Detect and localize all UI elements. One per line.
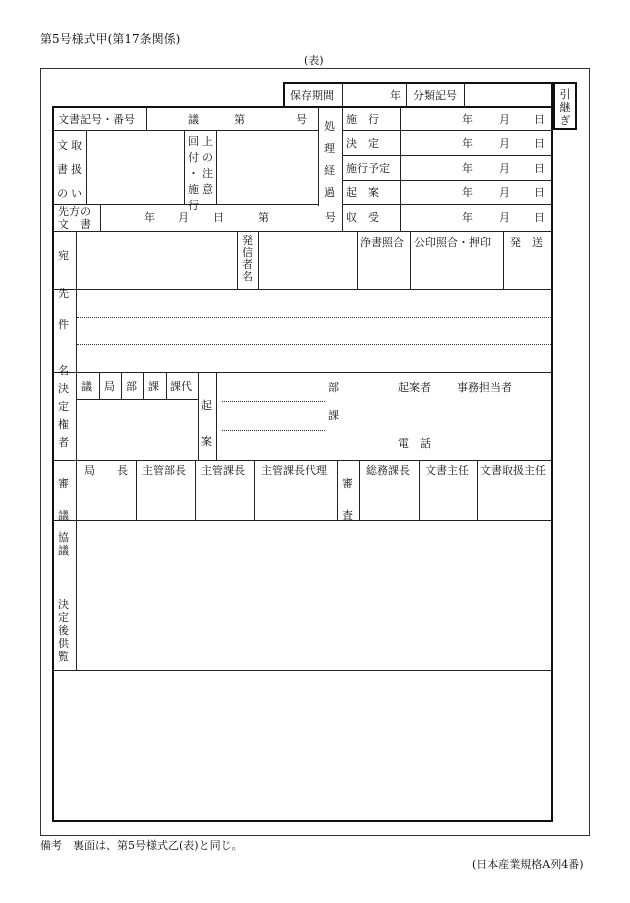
phone-label: 電 話 <box>398 437 431 450</box>
drafter-person-label: 起案者 <box>398 381 431 394</box>
review-col: 局 長 <box>84 464 128 477</box>
sender-label: 発 信 者 名 <box>242 234 253 283</box>
recipient-label: 宛 先 <box>58 249 69 300</box>
seal-check-label: 公印照合・押印 <box>414 236 491 249</box>
date-month: 月 <box>499 162 510 175</box>
date-year: 年 <box>462 162 473 175</box>
review-col: 主管課長代理 <box>261 464 327 477</box>
side-label: (表) <box>304 54 324 67</box>
form-title: 第5号様式甲(第17条関係) <box>40 32 181 46</box>
date-day: 日 <box>534 186 545 199</box>
position-label: 局 <box>104 380 115 393</box>
date-month: 月 <box>499 211 510 224</box>
position-label: 課 <box>148 380 159 393</box>
retention-unit: 年 <box>390 89 401 102</box>
review-col: 主管課長 <box>201 464 245 477</box>
dispatch-label: 発 送 <box>510 236 543 249</box>
dai-label: 第 <box>234 113 245 126</box>
gi-label: 議 <box>188 113 199 126</box>
circulation-col1: 回 付 ・ 施 行 <box>188 135 199 212</box>
gou-label: 号 <box>296 113 307 126</box>
review-col2: 総務課長 <box>366 464 410 477</box>
process-label: 処 理 経 過 <box>324 120 335 199</box>
drafter-label: 起 案 <box>201 399 212 448</box>
date-month: 月 <box>499 137 510 150</box>
cp-month: 月 <box>178 211 189 224</box>
inspect-label: 審 査 <box>342 477 353 522</box>
handling-label-col1: 文 書 の <box>57 139 68 200</box>
section-label: 課 <box>328 409 339 422</box>
cp-day: 日 <box>213 211 224 224</box>
date-year: 年 <box>462 211 473 224</box>
circulation-col2: 上 の 注 意 <box>202 135 213 196</box>
handling-label-col2: 取 扱 い <box>71 139 82 200</box>
review-col: 主管部長 <box>142 464 186 477</box>
after-review-label: 決 定 後 供 覧 <box>58 598 69 663</box>
consult-label: 協 議 <box>58 531 69 557</box>
date-month: 月 <box>499 186 510 199</box>
footer-size: (日本産業規格A列4番) <box>472 858 584 871</box>
process-row-label: 決 定 <box>346 137 379 150</box>
date-year: 年 <box>462 113 473 126</box>
date-year: 年 <box>462 186 473 199</box>
subject-label: 件 名 <box>58 318 69 377</box>
retention-label: 保存期間 <box>290 89 334 102</box>
cp-year: 年 <box>144 211 155 224</box>
counterpart-label: 先方の 文 書 <box>58 205 91 231</box>
process-row-label: 収 受 <box>346 211 379 224</box>
dept-label: 部 <box>328 381 339 394</box>
date-year: 年 <box>462 137 473 150</box>
doc-number-label: 文書記号・番号 <box>58 113 135 126</box>
review-col2: 文書主任 <box>425 464 469 477</box>
date-day: 日 <box>534 211 545 224</box>
handover-label: 引継ぎ <box>559 88 571 127</box>
process-row-label: 施行予定 <box>346 162 390 175</box>
date-day: 日 <box>534 113 545 126</box>
process-row-label: 起 案 <box>346 186 379 199</box>
footer-note: 備考 裏面は、第5号様式乙(表)と同じ。 <box>40 839 243 852</box>
authority-label: 決 定 権 者 <box>58 382 69 449</box>
review-col2: 文書取扱主任 <box>480 464 546 477</box>
clean-check-label: 浄書照合 <box>360 236 404 249</box>
position-label: 部 <box>126 380 137 393</box>
cp-dai: 第 <box>258 211 269 224</box>
date-day: 日 <box>534 137 545 150</box>
cp-gou: 号 <box>325 211 336 224</box>
process-row-label: 施 行 <box>346 113 379 126</box>
classification-label: 分類記号 <box>413 89 457 102</box>
position-label: 課代 <box>170 380 192 393</box>
date-month: 月 <box>499 113 510 126</box>
date-day: 日 <box>534 162 545 175</box>
review-label: 審 議 <box>58 477 69 522</box>
position-label: 議 <box>81 380 92 393</box>
clerk-label: 事務担当者 <box>457 381 512 394</box>
